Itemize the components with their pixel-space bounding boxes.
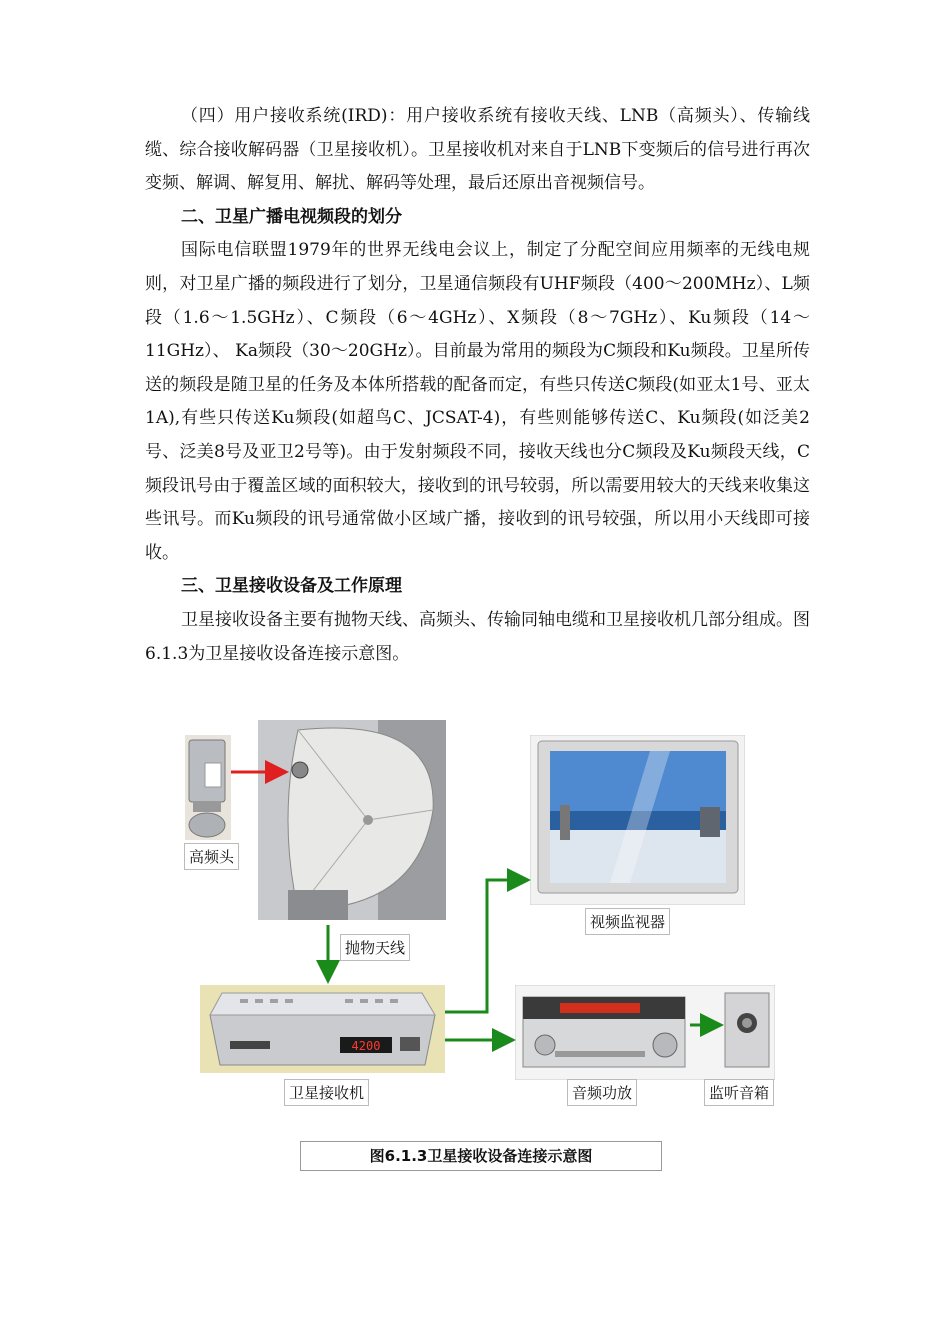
amplifier-label: 音频功放 bbox=[567, 1079, 637, 1106]
lnb-label: 高频头 bbox=[184, 843, 239, 870]
paragraph-equipment: 卫星接收设备主要有抛物天线、高频头、传输同轴电缆和卫星接收机几部分组成。图6.1.3为卫星接收设备连接示意图。 bbox=[145, 609, 810, 664]
arrow-receiver-to-monitor bbox=[445, 880, 525, 1012]
paragraph-ird: （四）用户接收系统(IRD)：用户接收系统有接收天线、LNB（高频头）、传输线缆、综合接收解码器（卫星接收机）。卫星接收机对来自于LNB下变频后的信号进行再次变频、解调、解复用、解扰、解码等处理，最后还原出音视频信号。 bbox=[145, 106, 810, 194]
dish-label: 抛物天线 bbox=[340, 934, 410, 961]
paragraph-bands: 国际电信联盟1979年的世界无线电会议上，制定了分配空间应用频率的无线电规则，对卫星广播的频段进行了划分，卫星通信频段有UHF频段（400～200MHz）、L频段（1.6～1.5GHz）、C频段（6～4GHz）、X频段（8～7GHz）、Ku频段（14～11GHz）、 Ka频段（30～20GHz）。目前最为常用的频段为C频段和Ku频段。卫星所传送的频段是随卫星的任务及本体所搭载的配备而定，有些只传送C频段(如亚太1号、亚太1A),有些只传送Ku频段(如超鸟C、JCSAT-4)，有些则能够传送C、Ku频段(如泛美2号、泛美8号及亚卫2号等)。由于发射频段不同，接收天线也分C频段及Ku频段天线，C频段讯号由于覆盖区域的面积较大，接收到的讯号较弱，所以需要用较大的天线来收集这些讯号。而Ku频段的讯号通常做小区域广播，接收到的讯号较强，所以用小天线即可接收。 bbox=[145, 240, 810, 563]
figure-caption: 图6.1.3卫星接收设备连接示意图 bbox=[300, 1141, 662, 1171]
section-heading-3: 三、卫星接收设备及工作原理 bbox=[181, 576, 402, 597]
receiver-label: 卫星接收机 bbox=[284, 1079, 369, 1106]
monitor-label: 视频监视器 bbox=[585, 908, 670, 935]
receiver-display: 4200 bbox=[351, 1039, 381, 1053]
speaker-label: 监听音箱 bbox=[704, 1079, 774, 1106]
section-heading-2: 二、卫星广播电视频段的划分 bbox=[181, 206, 402, 227]
